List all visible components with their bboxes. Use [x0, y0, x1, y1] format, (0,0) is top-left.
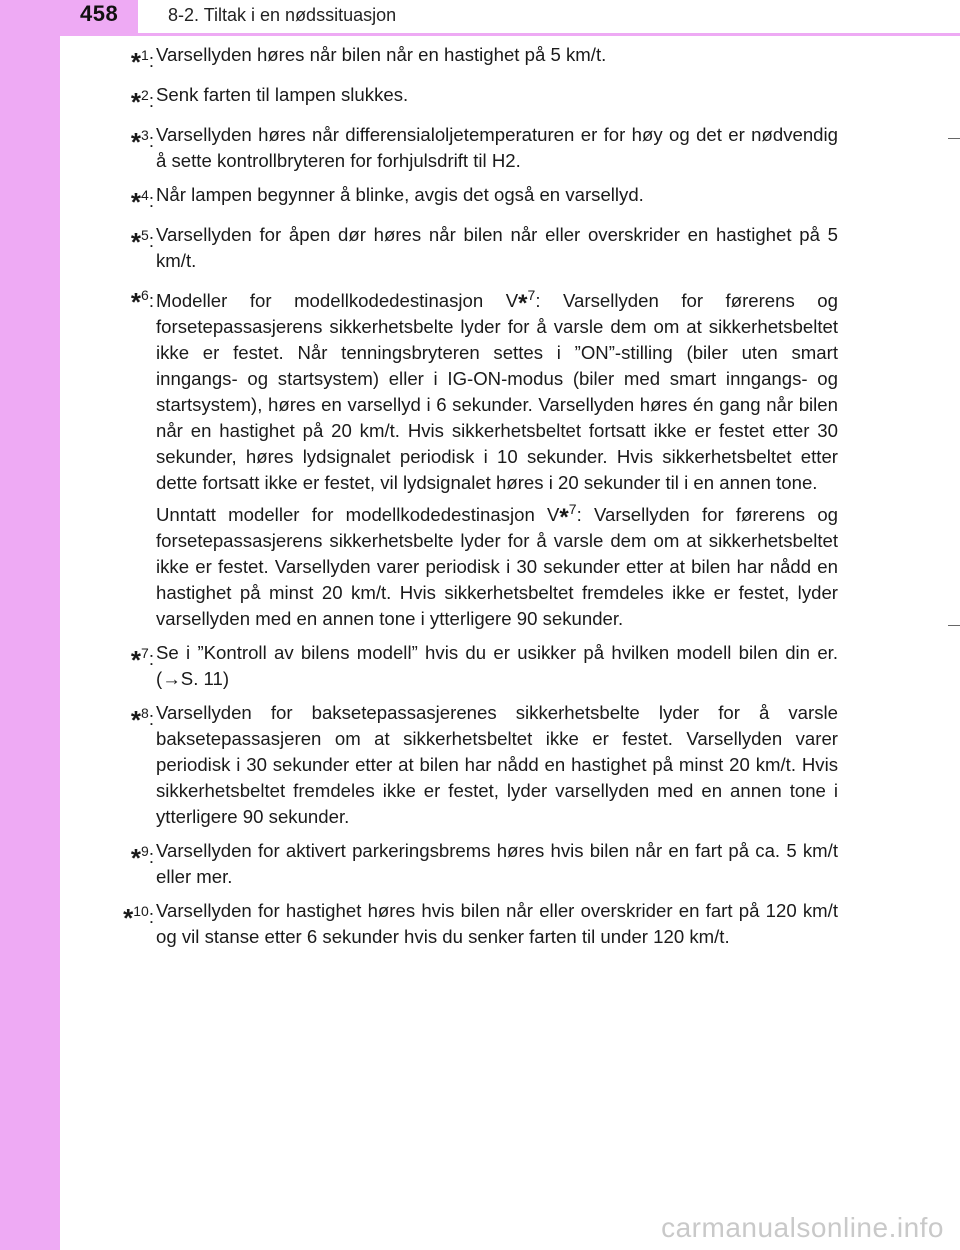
footnote-number: 1	[141, 47, 149, 63]
footnote-marker: *$^3$:	[130, 127, 154, 157]
footnote-paragraph	[156, 838, 838, 890]
footnote-9	[96, 838, 838, 890]
footnote-star: *	[130, 843, 142, 873]
footnote-number: 5	[141, 227, 149, 243]
footnote-paragraph	[156, 82, 838, 108]
text-segment: Varsellyden for baksetepassasjerenes sikkerhetsbelte lyder for å varsle baksetepassasjeren om at sikkerhetsbeltet ikke er festet. Varsellyden varer periodisk i 30 sekunder etter at bilen har nådd en hastighet på minst 20 km/t. Hvis sikkerhetsbeltet fremdeles ikke er festet, lyder varsellyden med en annen tone i ytterligere 90 sekunder.	[156, 702, 838, 827]
footnote-text	[156, 222, 838, 274]
footnote-star: *	[130, 645, 142, 675]
footnote-star: *	[130, 127, 142, 157]
footnote-text	[156, 898, 838, 950]
text-segment: Varsellyden for aktivert parkeringsbrems høres hvis bilen når en fart på ca. 5 km/t eller mer.	[156, 840, 838, 887]
text-segment: Senk farten til lampen slukkes.	[156, 84, 409, 105]
footnote-text	[156, 182, 838, 208]
inline-footnote-ref: *$^7$	[559, 501, 577, 531]
text-segment: Unntatt modeller for modellkodedestinasjon V	[156, 504, 560, 525]
footnote-paragraph	[156, 122, 838, 174]
text-segment: Varsellyden for hastighet høres hvis bilen når eller overskrider en fart på 120 km/t og vil stanse etter 6 sekunder hvis du senker farten til under 120 km/t.	[156, 900, 838, 947]
footnote-paragraph	[156, 282, 838, 496]
section-title: 8-2. Tiltak i en nødssituasjon	[168, 5, 397, 25]
footnote-number: 6	[141, 287, 149, 303]
footnote-5	[96, 222, 838, 274]
footnote-star: *	[130, 187, 142, 217]
footnote-text	[156, 82, 838, 108]
footnote-number: 2	[141, 87, 149, 103]
footnote-marker: *$^6$:	[130, 287, 154, 317]
footnote-text	[156, 122, 838, 174]
footnote-number: 4	[141, 187, 149, 203]
footnote-paragraph	[156, 222, 838, 274]
footnote-marker: *$^{10}$:	[123, 903, 154, 933]
crop-mark	[948, 625, 960, 626]
footnote-10	[96, 898, 838, 950]
footnote-list	[96, 42, 838, 958]
footnote-3	[96, 122, 838, 174]
watermark: carmanualsonline.info	[661, 1212, 944, 1243]
text-segment: Varsellyden høres når bilen når en hastighet på 5 km/t.	[156, 44, 607, 65]
footnote-paragraph	[156, 42, 838, 68]
footnote-4	[96, 182, 838, 217]
footnote-paragraph	[156, 496, 838, 632]
footnote-paragraph	[156, 898, 838, 950]
footnote-7	[96, 640, 838, 692]
side-tab-band	[0, 0, 60, 1250]
footnote-number: 9	[141, 843, 149, 859]
footnote-star: *	[130, 87, 142, 117]
footnote-star: *	[130, 227, 142, 257]
footnote-number: 3	[141, 127, 149, 143]
footnote-star: *	[130, 705, 142, 735]
footnote-marker: *$^1$:	[130, 47, 154, 77]
text-segment: : Varsellyden for førerens og forsetepassasjerens sikkerhetsbelte lyder for å varsle dem om at sikkerhetsbeltet ikke er festet. Varsellyden varer periodisk i 30 sekunder etter at bilen har nådd en hastighet på minst 20 km/t. Hvis sikkerhetsbeltet fremdeles ikke er festet, lyder varsellyden med en annen tone i ytterligere 90 sekunder.	[156, 504, 839, 629]
footnote-number: 7	[141, 645, 149, 661]
text-segment: Varsellyden høres når differensialoljetemperaturen er for høy og det er nødvendig å sette kontrollbryteren for forhjulsdrift til H2.	[156, 124, 838, 171]
footnote-paragraph	[156, 700, 838, 830]
footnote-text	[156, 700, 838, 830]
footnote-8	[96, 700, 838, 830]
footnote-text	[156, 42, 838, 68]
footnote-paragraph	[156, 182, 838, 208]
footnote-text	[156, 640, 838, 692]
footnote-number: 8	[141, 705, 149, 721]
footnote-text	[156, 282, 838, 632]
footnote-paragraph	[156, 640, 838, 692]
footnote-marker: *$^7$:	[130, 645, 154, 675]
text-segment: Se i ”Kontroll av bilens modell” hvis du er usikker på hvilken modell bilen din er. (→S. 11)	[156, 642, 838, 689]
text-segment: Varsellyden for åpen dør høres når bilen når eller overskrider en hastighet på 5 km/t.	[156, 224, 838, 271]
footnote-6	[96, 282, 838, 632]
text-segment: : Varsellyden for førerens og forsetepassasjerens sikkerhetsbelte lyder for å varsle dem om at sikkerhetsbeltet ikke er festet. Når tenningsbryteren settes i ”ON”-stilling (biler uten smart inngangs- og startsystem) eller i IG-ON-modus (biler med smart inngangs- og startsystem), høres en varsellyd i 6 sekunder. Varsellyden høres én gang når bilen når en hastighet på 20 km/t. Hvis sikkerhetsbeltet fortsatt ikke er festet etter 30 sekunder, høres lydsignalet periodisk i 10 sekunder. Hvis sikkerhetsbeltet etter dette fortsatt ikke er festet, vil lydsignalet høres i 20 sekunder til i en annen tone.	[156, 290, 838, 493]
page-number: 458	[80, 1, 119, 26]
footnote-star: *	[130, 287, 142, 317]
text-segment: Modeller for modellkodedestinasjon V	[156, 290, 519, 311]
footnote-star: *	[123, 903, 134, 933]
footnote-marker: *$^4$:	[130, 187, 154, 217]
footnote-2	[96, 82, 838, 117]
footnote-marker: *$^5$:	[130, 227, 154, 257]
footnote-star: *	[130, 47, 142, 77]
footnote-number: 10	[133, 903, 149, 919]
inline-footnote-ref: *$^7$	[518, 287, 536, 317]
footnote-marker: *$^2$:	[130, 87, 154, 117]
text-segment: Når lampen begynner å blinke, avgis det også en varsellyd.	[156, 184, 644, 205]
footnote-marker: *$^9$:	[130, 843, 154, 873]
footnote-1	[96, 42, 838, 77]
footnote-marker: *$^8$:	[130, 705, 154, 735]
footnote-text	[156, 838, 838, 890]
crop-mark	[948, 138, 960, 139]
